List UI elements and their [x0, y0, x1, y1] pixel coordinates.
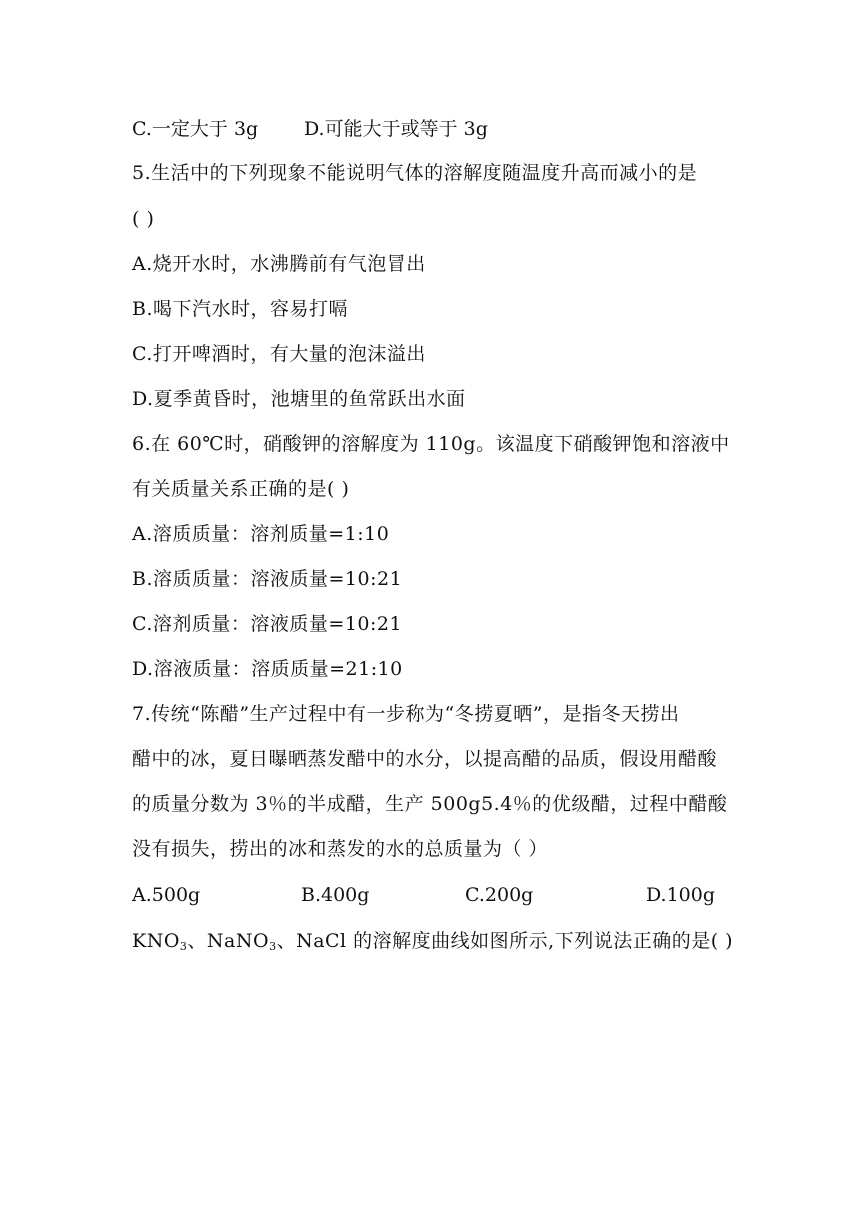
q5-option-a: A.烧开水时，水沸腾前有气泡冒出 [132, 253, 426, 275]
q7-option-a: A.500g [132, 884, 201, 906]
q8-sub-2: 3 [269, 940, 277, 953]
q5-option-d: D.夏季黄昏时，池塘里的鱼常跃出水面 [132, 388, 466, 410]
q7-option-b: B.400g [301, 884, 370, 906]
q8-kno3: KNO [132, 930, 180, 952]
q7-stem-line2: 醋中的冰，夏日曝晒蒸发醋中的水分，以提高醋的品质，假设用醋酸 [132, 748, 718, 770]
q6-stem-line1: 6.在 60℃时，硝酸钾的溶解度为 110g。该温度下硝酸钾饱和溶液中 [132, 433, 730, 455]
q5-stem: 5.生活中的下列现象不能说明气体的溶解度随温度升高而减小的是 [132, 162, 698, 184]
q8-stem-rest: 、NaCl 的溶解度曲线如图所示,下列说法正确的是( ) [276, 930, 734, 952]
q6-stem-line2: 有关质量关系正确的是( ) [132, 478, 350, 500]
q5-option-b: B.喝下汽水时，容易打嗝 [132, 298, 349, 320]
q7-option-c: C.200g [465, 884, 534, 906]
q5-answer-paren: ( ) [132, 208, 155, 230]
q8-nano3: 、NaNO [187, 930, 270, 952]
q6-option-a: A.溶质质量：溶剂质量=1:10 [132, 523, 390, 545]
q5-option-c: C.打开啤酒时，有大量的泡沫溢出 [132, 343, 426, 365]
q6-option-b: B.溶质质量：溶液质量=10:21 [132, 568, 403, 590]
q8-sub-1: 3 [179, 940, 188, 953]
q7-stem-line4: 没有损失，捞出的冰和蒸发的水的总质量为（ ） [132, 838, 549, 860]
q6-option-c: C.溶剂质量：溶液质量=10:21 [132, 613, 403, 635]
q7-stem-line1: 7.传统“陈醋”生产过程中有一步称为“冬捞夏晒”，是指冬天捞出 [132, 703, 680, 725]
q4-option-c: C.一定大于 3g [132, 118, 259, 140]
q6-option-d: D.溶液质量：溶质质量=21:10 [132, 658, 403, 680]
q7-stem-line3: 的质量分数为 3％的半成醋，生产 500g5.4％的优级醋，过程中醋酸 [132, 793, 728, 815]
q4-option-d: D.可能大于或等于 3g [304, 118, 488, 140]
q8-stem [132, 929, 733, 959]
q7-option-d: D.100g [646, 884, 716, 906]
